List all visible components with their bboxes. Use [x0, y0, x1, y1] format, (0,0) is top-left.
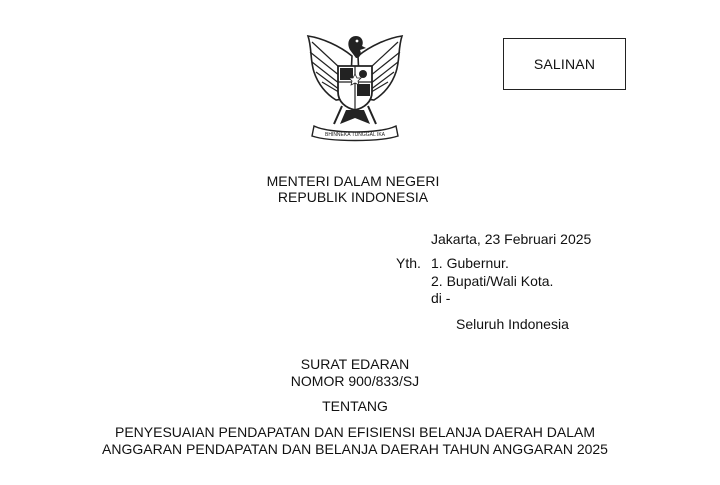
subject-line-1: PENYESUAIAN PENDAPATAN DAN EFISIENSI BELANJA DAERAH DALAM: [114, 424, 595, 440]
garuda-emblem-icon: [300, 28, 410, 143]
circular-type: SURAT EDARAN: [300, 356, 410, 372]
circular-number: NOMOR 900/833/SJ: [290, 373, 420, 389]
subject-line-2: ANGGARAN PENDAPATAN DAN BELANJA DAERAH TAHUN ANGGARAN 2025: [102, 441, 608, 457]
recipient-location: Seluruh Indonesia: [456, 316, 569, 332]
yth-label: Yth.: [396, 255, 421, 271]
republic-title: REPUBLIK INDONESIA: [277, 189, 429, 205]
recipient-item: 2. Bupati/Wali Kota.: [431, 273, 554, 289]
minister-title: MENTERI DALAM NEGERI: [266, 173, 440, 189]
salinan-label: SALINAN: [533, 56, 596, 72]
circular-about: TENTANG: [322, 398, 388, 414]
emblem-motto: BHINNEKA TUNGGAL IKA: [324, 132, 386, 138]
recipient-di: di -: [431, 290, 451, 306]
salinan-stamp: [503, 38, 626, 90]
place-date: Jakarta, 23 Februari 2025: [431, 231, 592, 247]
recipient-item: 1. Gubernur.: [431, 255, 509, 271]
